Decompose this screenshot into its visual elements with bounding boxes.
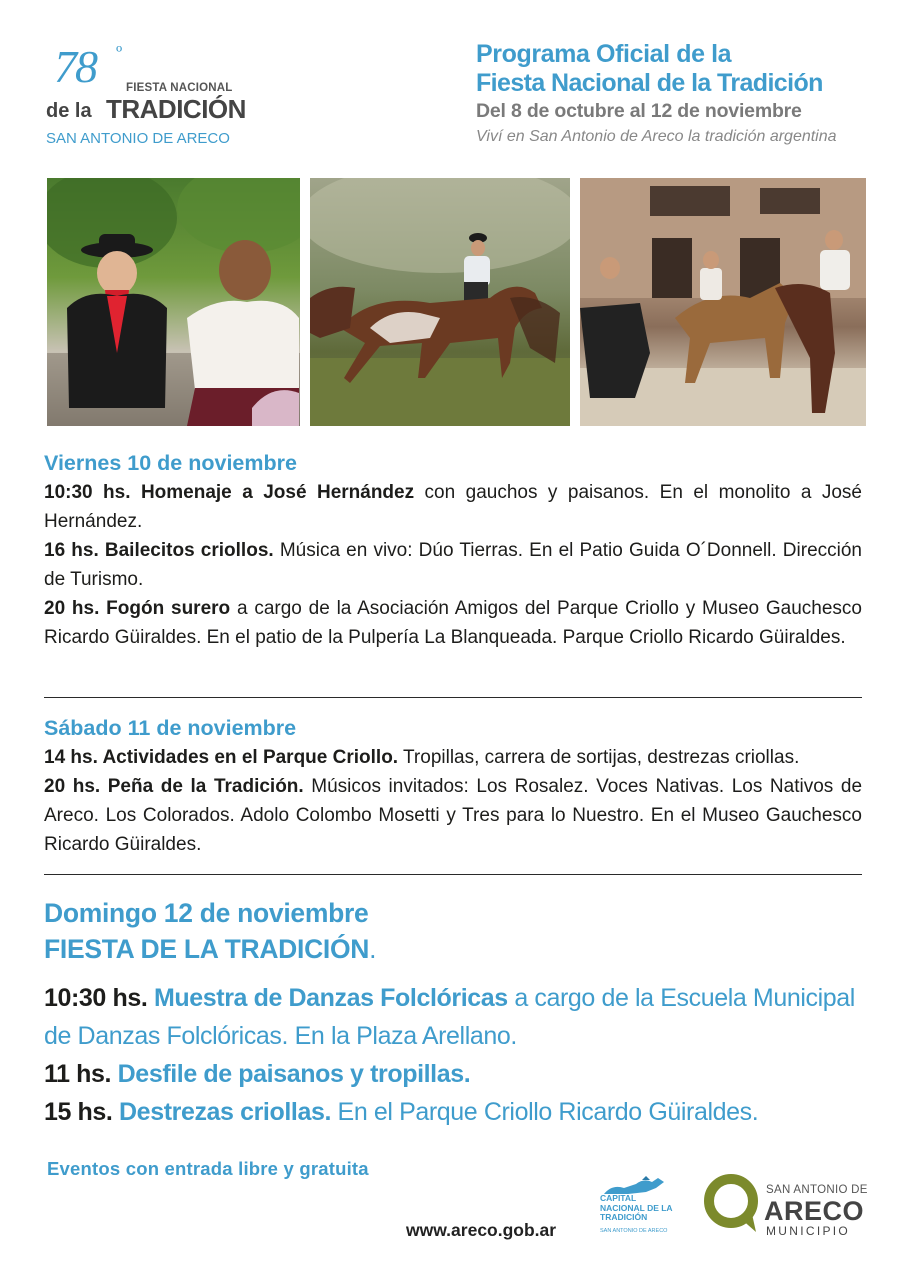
- day-heading-saturday: Sábado 11 de noviembre: [44, 716, 297, 740]
- event-item: [44, 743, 862, 772]
- event-lead: Muestra de Danzas Folclóricas: [153, 984, 508, 1012]
- areco-top-text: SAN ANTONIO DE: [766, 1184, 868, 1196]
- capital-nacional-logo: [598, 1176, 674, 1240]
- free-entry-note: Eventos con entrada libre y gratuita: [47, 1158, 369, 1179]
- header-title-line2: Fiesta Nacional de la Tradición: [476, 69, 823, 97]
- areco-sub-text: MUNICIPIO: [766, 1224, 851, 1238]
- logo-line1: FIESTA NACIONAL: [126, 82, 233, 94]
- section-sunday: [44, 895, 862, 1131]
- sunday-subtitle-dot: .: [369, 934, 377, 964]
- header-dates: Del 8 de octubre al 12 de noviembre: [476, 100, 802, 122]
- event-detail: con gauchos y paisanos. En el monolito a José Hernández.: [44, 482, 862, 532]
- event-item: [44, 1093, 862, 1131]
- event-lead: Destrezas criollas.: [119, 1098, 331, 1126]
- event-lead: 20 hs. Fogón surero: [44, 598, 231, 619]
- day-heading-sunday: Domingo 12 de noviembre: [44, 898, 369, 928]
- event-item: [44, 979, 862, 1055]
- event-item: [44, 536, 862, 594]
- section-saturday: [44, 713, 862, 859]
- areco-municipio-logo: [704, 1172, 874, 1242]
- event-lead: 20 hs. Peña de la Tradición.: [44, 776, 304, 797]
- divider: [44, 697, 862, 698]
- photo-horses-running: [310, 178, 570, 426]
- event-detail: Tropillas, carrera de sortijas, destrezas criollas.: [398, 747, 800, 768]
- event-lead: Desfile de paisanos y tropillas.: [117, 1060, 471, 1088]
- sunday-subtitle-text: FIESTA DE LA TRADICIÓN: [44, 934, 370, 964]
- event-detail: a cargo de la Asociación Amigos del Parque Criollo y Museo Gauchesco Ricardo Güiraldes. En el patio de la Pulpería La Blanqueada. Parque Criollo Ricardo Güiraldes.: [44, 598, 862, 648]
- photo-gauchos-street: [580, 178, 866, 426]
- program-header: [476, 40, 896, 149]
- divider: [44, 874, 862, 875]
- website-link[interactable]: www.areco.gob.ar: [406, 1220, 557, 1240]
- areco-main-text: ARECO: [764, 1196, 865, 1226]
- event-lead: 16 hs. Bailecitos criollos.: [44, 540, 274, 561]
- header-tagline: Viví en San Antonio de Areco la tradición argentina: [476, 128, 837, 145]
- event-lead: 14 hs. Actividades en el Parque Criollo.: [44, 747, 399, 768]
- areco-a-icon: [704, 1174, 760, 1234]
- event-time: 10:30 hs.: [44, 984, 148, 1012]
- logo-line2b: TRADICIÓN: [106, 94, 246, 124]
- header-title-line1: Programa Oficial de la: [476, 40, 732, 68]
- event-item: [44, 772, 862, 859]
- logo-number: 78: [54, 41, 96, 92]
- logo-line3: SAN ANTONIO DE ARECO: [46, 130, 230, 147]
- event-detail: Música en vivo: Dúo Tierras. En el Patio Guida O´Donnell. Dirección de Turismo.: [44, 540, 862, 590]
- capital-text: CAPITAL NACIONAL DE LA TRADICIÓN: [600, 1193, 673, 1222]
- event-time: 15 hs.: [44, 1098, 113, 1126]
- event-item: [44, 1055, 862, 1093]
- event-item: [44, 594, 862, 652]
- sunday-subtitle: [44, 931, 862, 967]
- event-time: 11 hs.: [44, 1060, 112, 1088]
- logo-line2a: de la: [46, 100, 92, 122]
- capital-subtext: SAN ANTONIO DE ARECO: [600, 1228, 668, 1234]
- photo-dancers: [47, 178, 300, 426]
- event-lead: 10:30 hs. Homenaje a José Hernández: [44, 482, 415, 503]
- day-heading-friday: Viernes 10 de noviembre: [44, 451, 297, 475]
- logo-degree: º: [116, 42, 123, 64]
- event-detail: En el Parque Criollo Ricardo Güiraldes.: [331, 1098, 759, 1126]
- section-friday: [44, 448, 862, 652]
- fiesta-logo: [44, 40, 244, 152]
- event-detail: a cargo de la Escuela Municipal de Danzas Folclóricas. En la Plaza Arellano.: [44, 984, 855, 1050]
- event-detail: Músicos invitados: Los Rosalez. Voces Nativas. Los Nativos de Areco. Los Colorados. Adolo Colombo Mosetti y Tres para lo Nuestro. En el Museo Gauchesco Ricardo Güiraldes.: [44, 776, 863, 855]
- event-item: [44, 478, 862, 536]
